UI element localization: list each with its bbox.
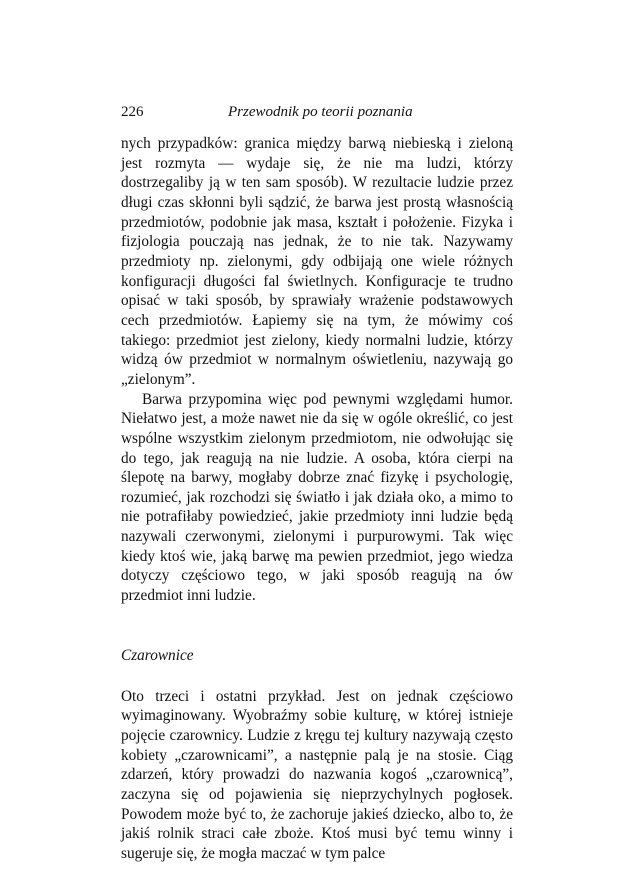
body-text	[121, 134, 513, 864]
book-page	[121, 102, 513, 864]
running-head	[121, 102, 513, 126]
paragraph-color-humor: Barwa przypomina więc pod pewnymi względami humor. Niełatwo jest, a może nawet nie da się w ogóle określić, co jest wspólne wszystkim zielonym przedmiotom, nie odwołując się do tego, jak reagują na nie ludzie. A osoba, która cierpi na ślepotę na barwy, mogłaby dobrze znać fizykę i psychologię, rozumieć, jak rozchodzi się światło i jak działa oko, a mimo to nie potrafiłaby powiedzieć, jakie przedmioty inni ludzie będą nazywali czerwonymi, zielonymi i purpurowymi. Tak więc kiedy ktoś wie, jaką barwę ma pewien przedmiot, jego wiedza dotyczy częściowo tego, w jaki sposób reagują na ów przedmiot inni ludzie.	[121, 390, 513, 605]
page-number: 226	[121, 104, 144, 120]
paragraph-continued: nych przypadków: granica między barwą niebieską i zieloną jest rozmyta — wydaje się, że nie ma ludzi, którzy dostrzegaliby ją w ten sam sposób). W rezultacie ludzie przez długi czas skłonni byli sądzić, że barwa jest prostą własnością przedmiotów, podobnie jak masa, kształt i położenie. Fizyka i fizjologia pouczają nas jednak, że to nie tak. Nazywamy przedmioty np. zielonymi, gdy odbijają one wiele różnych konfiguracji długości fal świetlnych. Konfiguracje te trudno opisać w taki sposób, by sprawiały wrażenie podstawowych cech przedmiotów. Łapiemy się na tym, że mówimy coś takiego: przedmiot jest zielony, kiedy normalni ludzie, którzy widzą ów przedmiot w normalnym oświetleniu, nazywają go „zielonym”.	[121, 135, 513, 388]
running-title: Przewodnik po teorii poznania	[228, 104, 413, 120]
paragraph-witches: Oto trzeci i ostatni przykład. Jest on jednak częściowo wyimaginowany. Wyobraźmy sobie kulturę, w której istnieje pojęcie czarownicy. Ludzie z kręgu tej kultury nazywają często kobiety „czarownicami”, a następnie palą je na stosie. Ciąg zdarzeń, który prowadzi do nazwania kogoś „czarownicą”, zaczyna się od pojawienia się nieprzychylnych pogłosek. Powodem może być to, że zachoruje jakieś dziecko, albo to, że jakiś rolnik straci całe zboże. Ktoś musi być temu winny i sugeruje się, że mogła maczać w tym palce	[121, 687, 513, 862]
section-heading: Czarownice	[121, 646, 194, 664]
